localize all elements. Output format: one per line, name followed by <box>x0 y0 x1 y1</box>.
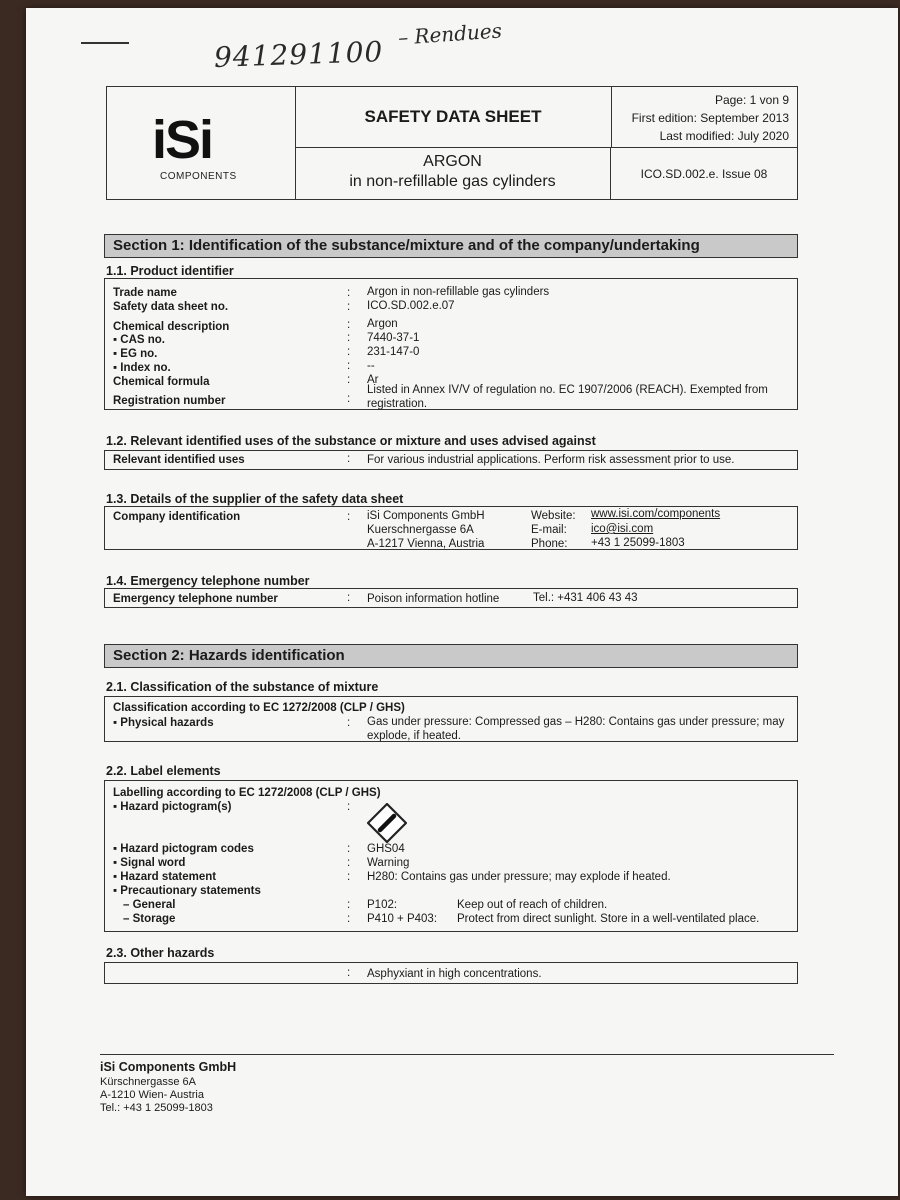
label-elements-box: Labelling according to EC 1272/2008 (CLP / GHS) ▪ Hazard pictogram(s) : ▪ Hazard pictogram codes : GHS04 ▪ Signal word : Warning ▪ Hazard statement : H280: Contains gas under pressure; may explode if heated. ▪ Precautionary statements – General : P102: Keep out of reach of children. – Storage : P410 + P403: Protect from direct sunlight. Store in a well-ventilated place. <box>104 780 798 932</box>
value-hazard-statement: H280: Contains gas under pressure; may explode if heated. <box>367 871 671 883</box>
issue-number: ICO.SD.002.e. Issue 08 <box>640 166 768 181</box>
logo-cell <box>107 87 296 199</box>
label-prec-general: – General <box>123 899 176 911</box>
phone-label: Phone: <box>531 538 568 550</box>
value-cas-no: 7440-37-1 <box>367 332 420 344</box>
footer-company: iSi Components GmbH <box>100 1060 237 1074</box>
section-2-header: Section 2: Hazards identification <box>104 644 798 668</box>
logo-subtitle: COMPONENTS <box>160 171 237 182</box>
section-1-header: Section 1: Identification of the substance/mixture and of the company/undertaking <box>104 234 798 258</box>
email-label: E-mail: <box>531 524 567 536</box>
value-index-no: -- <box>367 360 375 372</box>
prec-storage-text: Protect from direct sunlight. Store in a well-ventilated place. <box>457 913 760 925</box>
value-registration-number: Listed in Annex IV/V of regulation no. EC 1907/2006 (REACH). Exempted from registration. <box>367 384 768 410</box>
handwritten-note: – Rendues <box>397 18 503 50</box>
document-page <box>26 8 898 1196</box>
value-trade-name: Argon in non-refillable gas cylinders <box>367 286 550 298</box>
subsection-1-1-title: 1.1. Product identifier <box>106 264 234 278</box>
last-modified: Last modified: July 2020 <box>659 129 789 143</box>
prec-general-code: P102: <box>367 899 398 911</box>
label-eg-no: ▪ EG no. <box>113 348 158 360</box>
isi-logo: iSi <box>152 110 213 170</box>
document-meta <box>611 87 797 148</box>
prec-storage-code: P410 + P403: <box>367 913 438 925</box>
footer-city: A-1210 Wien- Austria <box>100 1089 204 1101</box>
label-sds-no: Safety data sheet no. <box>113 301 229 313</box>
phone-value: +43 1 25099-1803 <box>591 537 685 549</box>
page-number: Page: 1 von 9 <box>714 93 789 107</box>
label-precautionary-statements: ▪ Precautionary statements <box>113 885 261 897</box>
label-hazard-statement: ▪ Hazard statement <box>113 871 217 883</box>
subsection-2-1-title: 2.1. Classification of the substance of mixture <box>106 680 379 694</box>
subsection-1-2-title: 1.2. Relevant identified uses of the substance or mixture and uses advised against <box>106 434 596 448</box>
product-name-cell <box>295 148 611 199</box>
company-city: A-1217 Vienna, Austria <box>367 538 485 550</box>
product-identifier-box: Trade name : Argon in non-refillable gas cylinders Safety data sheet no. : ICO.SD.002.e.07 Chemical description : Argon ▪ CAS no. : 7440-37-1 ▪ EG no. : 231-147-0 ▪ Index no. : -- Chemical formula : Ar Registration number : Listed in Annex IV/V of regulation no. EC 1907/2006 (REACH). Exempted from registration. <box>104 278 798 410</box>
value-chemical-description: Argon <box>367 318 398 330</box>
first-edition: First edition: September 2013 <box>631 111 789 125</box>
emergency-box: Emergency telephone number : Poison information hotline Tel.: +431 406 43 43 <box>104 588 798 608</box>
label-index-no: ▪ Index no. <box>113 362 171 374</box>
value-physical-hazards: Gas under pressure: Compressed gas – H280: Contains gas under pressure; may explode, if heated. <box>367 716 785 742</box>
label-signal-word: ▪ Signal word <box>113 857 186 869</box>
website-link[interactable]: www.isi.com/components <box>591 508 721 520</box>
company-name: iSi Components GmbH <box>367 510 485 522</box>
value-emergency-tel: Tel.: +431 406 43 43 <box>533 592 638 604</box>
classification-heading: Classification according to EC 1272/2008 (CLP / GHS) <box>113 702 405 714</box>
value-eg-no: 231-147-0 <box>367 346 420 358</box>
email-link[interactable]: ico@isi.com <box>591 523 654 535</box>
label-physical-hazards: ▪ Physical hazards <box>113 717 214 729</box>
classification-box: Classification according to EC 1272/2008 (CLP / GHS) ▪ Physical hazards : Gas under pressure: Compressed gas – H280: Contains gas under pressure; may explode, if heated. <box>104 696 798 742</box>
header-table <box>106 86 798 200</box>
product-description: in non-refillable gas cylinders <box>349 173 556 190</box>
gas-cylinder-pictogram-icon <box>367 803 407 843</box>
subsection-2-3-title: 2.3. Other hazards <box>106 946 215 960</box>
handwritten-dash <box>81 42 129 44</box>
footer-street: Kürschnergasse 6A <box>100 1076 196 1088</box>
label-trade-name: Trade name <box>113 287 177 299</box>
value-other-hazards: Asphyxiant in high concentrations. <box>367 968 542 980</box>
labelling-heading: Labelling according to EC 1272/2008 (CLP / GHS) <box>113 787 381 799</box>
label-pictogram-codes: ▪ Hazard pictogram codes <box>113 843 254 855</box>
value-pictogram-codes: GHS04 <box>367 843 405 855</box>
subsection-1-3-title: 1.3. Details of the supplier of the safety data sheet <box>106 492 404 506</box>
label-emergency-telephone: Emergency telephone number <box>113 593 278 605</box>
footer-tel: Tel.: +43 1 25099-1803 <box>100 1102 213 1114</box>
handwritten-number: 941291100 <box>213 35 384 74</box>
label-company-identification: Company identification <box>113 511 241 523</box>
value-sds-no: ICO.SD.002.e.07 <box>367 300 455 312</box>
subsection-2-2-title: 2.2. Label elements <box>106 764 221 778</box>
subsection-1-4-title: 1.4. Emergency telephone number <box>106 574 310 588</box>
value-emergency-hotline: Poison information hotline <box>367 593 500 605</box>
company-street: Kuerschnergasse 6A <box>367 524 474 536</box>
label-chemical-formula: Chemical formula <box>113 376 210 388</box>
supplier-box: Company identification : iSi Components GmbH Kuerschnergasse 6A A-1217 Vienna, Austria Website: E-mail: Phone: www.isi.com/components ico@isi.com +43 1 25099-1803 <box>104 506 798 550</box>
document-title: SAFETY DATA SHEET <box>295 87 612 148</box>
label-chemical-description: Chemical description <box>113 321 230 333</box>
product-name: ARGON <box>423 153 482 170</box>
relevant-uses-box: Relevant identified uses : For various industrial applications. Perform risk assessment prior to use. <box>104 450 798 470</box>
prec-general-text: Keep out of reach of children. <box>457 899 608 911</box>
footer-divider <box>100 1054 834 1055</box>
label-registration-number: Registration number <box>113 395 226 407</box>
label-cas-no: ▪ CAS no. <box>113 334 165 346</box>
label-hazard-pictograms: ▪ Hazard pictogram(s) <box>113 801 232 813</box>
label-relevant-uses: Relevant identified uses <box>113 454 245 466</box>
label-prec-storage: – Storage <box>123 913 176 925</box>
website-label: Website: <box>531 510 576 522</box>
value-chemical-formula: Ar <box>367 374 379 386</box>
other-hazards-box: : Asphyxiant in high concentrations. <box>104 962 798 984</box>
value-signal-word: Warning <box>367 857 410 869</box>
value-relevant-uses: For various industrial applications. Perform risk assessment prior to use. <box>367 454 735 466</box>
